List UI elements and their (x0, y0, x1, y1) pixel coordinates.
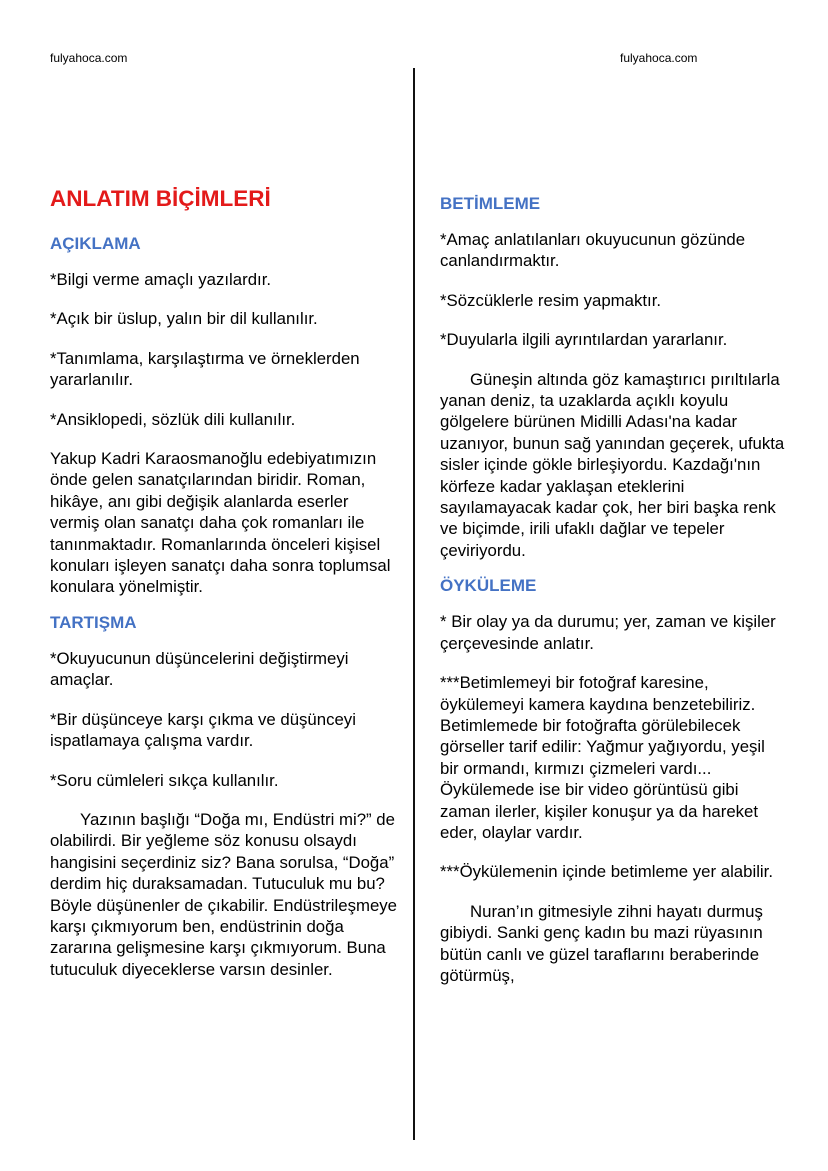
header-right-site: fulyahoca.com (620, 51, 698, 65)
aciklama-point-3: *Tanımlama, karşılaştırma ve örneklerden yararlanılır. (50, 348, 360, 390)
oykuleme-point-3: ***Öykülemenin içinde betimleme yer alabilir. (440, 862, 773, 882)
tartisma-example: Yazının başlığı “Doğa mı, Endüstri mi?” de olabilirdi. Bir yeğleme söz konusu olsaydı hangisini seçerdiniz siz? Bana sorulsa, “Doğa” derdim hiç duraksamadan. Tutuculuk mu bu? Böyle düşünenler de çıkabilir. Endüstrileşmeye karşı çıkmıyorum ben, endüstrinin doğa zararına gelişmesine karşı çıkmıyorum. Buna tutuculuk diyeceklerse varsın desinler. (50, 809, 397, 979)
page-title: ANLATIM BİÇİMLERİ (50, 186, 271, 211)
tartisma-point-3: *Soru cümleleri sıkça kullanılır. (50, 770, 279, 790)
section-heading-betimleme: BETİMLEME (440, 194, 541, 213)
section-heading-tartisma: TARTIŞMA (50, 612, 137, 632)
betimleme-point-2: *Sözcüklerle resim yapmaktır. (440, 290, 662, 310)
left-column (50, 183, 398, 998)
betimleme-example: Güneşin altında göz kamaştırıcı pırıltılarla yanan deniz, ta uzaklarda açıklı koyulu gölgelere bürünen Midilli Adası'na kadar uzanıyor, bunun sağ yanından geçerek, ufukta sisler içinde gökle birleşiyordu. Kazdağı'nın körfeze kadar yaklaşan eteklerini sayılamayacak kadar çok, her biri başka renk ve biçimde, irili ufaklı dağlar ve tepeler çeviriyordu. (440, 369, 785, 560)
betimleme-point-3: *Duyularla ilgili ayrıntılardan yararlanır. (440, 330, 728, 350)
aciklama-point-4: *Ansiklopedi, sözlük dili kullanılır. (50, 409, 296, 429)
right-column (440, 193, 788, 1004)
header-left-site: fulyahoca.com (50, 51, 128, 65)
tartisma-point-2: *Bir düşünceye karşı çıkma ve düşünceyi ispatlamaya çalışma vardır. (50, 709, 356, 751)
section-heading-oykuleme: ÖYKÜLEME (440, 576, 537, 596)
oykuleme-point-1: * Bir olay ya da durumu; yer, zaman ve kişiler çerçevesinde anlatır. (440, 612, 776, 653)
column-divider (413, 68, 415, 1140)
betimleme-point-1: *Amaç anlatılanları okuyucunun gözünde canlandırmaktır. (440, 230, 746, 271)
aciklama-point-2: *Açık bir üslup, yalın bir dil kullanılır. (50, 309, 318, 329)
oykuleme-point-2: ***Betimlemeyi bir fotoğraf karesine, öykülemeyi kamera kaydına benzetebiliriz. Betimlemede bir fotoğrafta görülebilecek görseller tarif edilir: Yağmur yağıyordu, yeşil bir ormandı, kırmızı çizmeleri vardı... Öykülemede ise bir video görüntüsü gibi zaman ilerler, kişiler konuşur ya da hareket eder, olaylar vardır. (440, 673, 765, 842)
aciklama-point-1: *Bilgi verme amaçlı yazılardır. (50, 270, 272, 289)
aciklama-example: Yakup Kadri Karaosmanoğlu edebiyatımızın önde gelen sanatçılarından biridir. Roman, hikâye, anı gibi değişik alanlarda eserler vermiş olan sanatçı daha çok romanları ile tanınmaktadır. Romanlarında önceleri kişisel konuları işleyen sanatçı daha sonra toplumsal konulara yönelmiştir. (50, 449, 391, 597)
section-heading-aciklama: AÇIKLAMA (50, 234, 141, 253)
tartisma-point-1: *Okuyucunun düşüncelerini değiştirmeyi amaçlar. (50, 648, 349, 690)
oykuleme-example: Nuran’ın gitmesiyle zihni hayatı durmuş gibiydi. Sanki genç kadın bu mazi rüyasının bütün canlı ve güzel taraflarını beraberinde götürmüş, (440, 901, 763, 985)
